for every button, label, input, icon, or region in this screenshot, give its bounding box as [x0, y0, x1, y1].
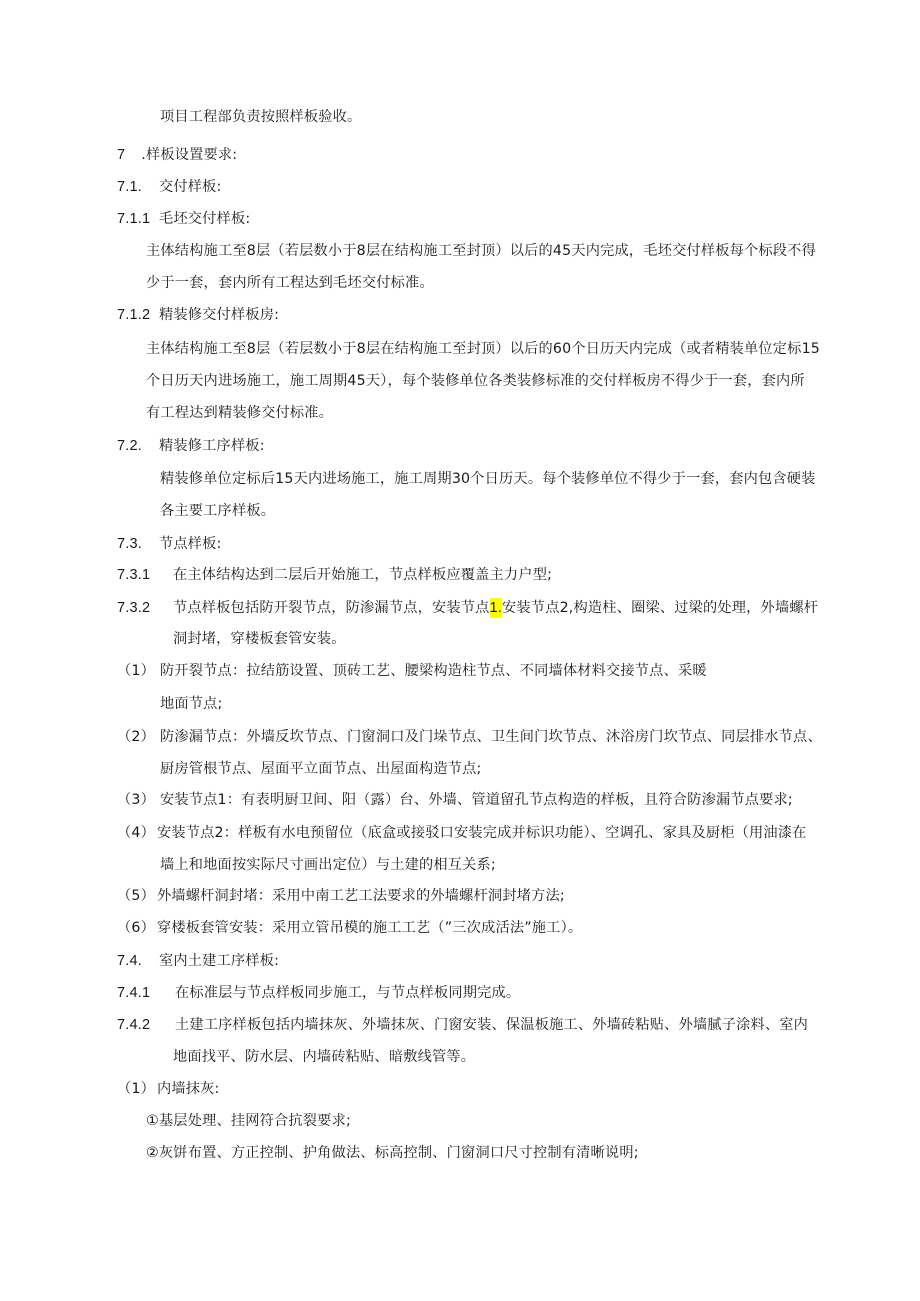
section-title: 节点样板:: [159, 536, 222, 552]
section-title: 精装修工序样板:: [159, 438, 265, 454]
text: 主体结构施工至8层（若层数小于8层在结构施工至封顶）以后的45天内完成，毛坯交付样板每个标段不得: [146, 243, 816, 259]
list-item-2: [117, 727, 822, 747]
section-title: 交付样板:: [159, 179, 222, 195]
heading-7-3-1: [117, 565, 552, 585]
text: 防开裂节点：拉结筋设置、顶砖工艺、腰梁构造柱节点、不同墙体材料交接节点、采暖: [160, 663, 707, 679]
section-title: .样板设置要求:: [141, 147, 238, 163]
paragraph-line: [146, 339, 820, 359]
heading-7-3-2: [117, 598, 818, 618]
heading-7-1-2: [117, 305, 279, 325]
text: 土建工序样板包括内墙抹灰、外墙抹灰、门窗安装、保温板施工、外墙砖粘贴、外墙腻子涂料、室内: [175, 1017, 809, 1033]
text: 地面找平、防水层、内墙砖粘贴、暗敷线管等。: [173, 1049, 476, 1065]
paragraph-line: [160, 855, 496, 875]
heading-7-4: [117, 951, 279, 971]
heading-7-4-2: [117, 1015, 808, 1035]
text: 主体结构施工至8层（若层数小于8层在结构施工至封顶）以后的60个日历天内完成（或者精装单位定标15: [146, 341, 821, 357]
paragraph-line: [160, 107, 361, 127]
text: 防渗漏节点：外墙反坎节点、门窗洞口及门垛节点、卫生间门坎节点、沐浴房门坎节点、同层排水节点、: [160, 729, 822, 745]
text: 安装节点2,构造柱、圈梁、过梁的处理，外墙螺杆: [502, 600, 819, 616]
paragraph-line: [146, 403, 333, 423]
text: 在主体结构达到二层后开始施工，节点样板应覆盖主力户型;: [173, 567, 553, 583]
paragraph-line: [146, 371, 805, 391]
heading-7-2: [117, 436, 265, 456]
list-item-4: [117, 823, 807, 843]
list-item-6: [117, 918, 582, 938]
section-number: 7: [117, 147, 126, 163]
text: ②灰饼布置、方正控制、护角做法、标高控制、门窗洞口尺寸控制有清晰说明;: [146, 1145, 639, 1161]
section-number: 7.3.1: [117, 567, 151, 583]
list-item-5: [117, 886, 565, 906]
text: 少于一套，套内所有工程达到毛坯交付标准。: [146, 275, 434, 291]
list-number: （1）: [117, 1081, 156, 1097]
text: 项目工程部负责按照样板验收。: [160, 109, 362, 125]
section-number: 7.1.: [117, 179, 142, 195]
list-number: （2）: [117, 729, 156, 745]
heading-7-1-1: [117, 209, 250, 229]
text: 地面节点;: [160, 696, 223, 712]
text: 洞封堵，穿楼板套管安装。: [173, 631, 346, 647]
text: 在标准层与节点样板同步施工，与节点样板同期完成。: [175, 985, 521, 1001]
text: 外墙螺杆洞封堵：采用中南工艺工法要求的外墙螺杆洞封堵方法;: [157, 888, 565, 904]
text: 穿楼板套管安装：采用立管吊模的施工工艺（”三次成活法”施工）。: [157, 920, 583, 936]
section-number: 7.4.1: [117, 985, 151, 1001]
highlighted-text: 1.: [489, 600, 503, 616]
text: ①基层处理、挂网符合抗裂要求;: [146, 1113, 351, 1129]
heading-7-1: [117, 177, 222, 197]
paragraph-line: [146, 1111, 351, 1131]
text: 节点样板包括防开裂节点，防渗漏节点，安装节点: [173, 600, 490, 616]
list-item-3: [117, 790, 793, 810]
text: 安装节点2：样板有水电预留位（底盒或接驳口安装完成并标识功能）、空调孔、家具及厨柜（用油漆在: [157, 825, 807, 841]
section-title: 毛坯交付样板:: [159, 211, 251, 227]
section-number: 7.4.: [117, 953, 142, 969]
paragraph-line: [146, 273, 434, 293]
section-title: 室内土建工序样板:: [159, 953, 280, 969]
list-number: （1）: [117, 663, 156, 679]
text: 安装节点1：有表明厨卫间、阳（露）台、外墙、管道留孔节点构造的样板，且符合防渗漏节点要求;: [160, 792, 793, 808]
section-number: 7.1.2: [117, 307, 151, 323]
heading-7-4-1: [117, 983, 520, 1003]
section-number: 7.3.: [117, 536, 142, 552]
list-item-1: [117, 661, 707, 681]
text: 厨房管根节点、屋面平立面节点、出屋面构造节点;: [160, 761, 482, 777]
text: 内墙抹灰:: [157, 1081, 220, 1097]
section-number: 7.4.2: [117, 1017, 151, 1033]
heading-7: [117, 145, 237, 165]
section-number: 7.2.: [117, 438, 142, 454]
section-number: 7.3.2: [117, 600, 151, 616]
list-number: （6）: [117, 920, 156, 936]
paragraph-line: [146, 241, 816, 261]
text: 各主要工序样板。: [160, 503, 276, 519]
paragraph-line: [173, 1047, 475, 1067]
paragraph-line: [160, 759, 482, 779]
heading-7-3: [117, 534, 222, 554]
paragraph-line: [146, 1143, 639, 1163]
text: 有工程达到精装修交付标准。: [146, 405, 334, 421]
text: 精装修单位定标后15天内进场施工，施工周期30个日历天。每个装修单位不得少于一套，套内包含硬装: [160, 471, 816, 487]
text: 墙上和地面按实际尺寸画出定位）与土建的相互关系;: [160, 857, 496, 873]
list-number: （4）: [117, 825, 156, 841]
paragraph-line: [160, 694, 223, 714]
section-title: 精装修交付样板房:: [159, 307, 280, 323]
paragraph-line: [173, 629, 346, 649]
paragraph-line: [160, 501, 275, 521]
text: 个日历天内进场施工，施工周期45天），每个装修单位各类装修标准的交付样板房不得少于一套，套内所: [146, 373, 805, 389]
paragraph-line: [160, 469, 816, 489]
list-number: （5）: [117, 888, 156, 904]
list-item-j1: [117, 1079, 220, 1099]
section-number: 7.1.1: [117, 211, 151, 227]
list-number: （3）: [117, 792, 156, 808]
